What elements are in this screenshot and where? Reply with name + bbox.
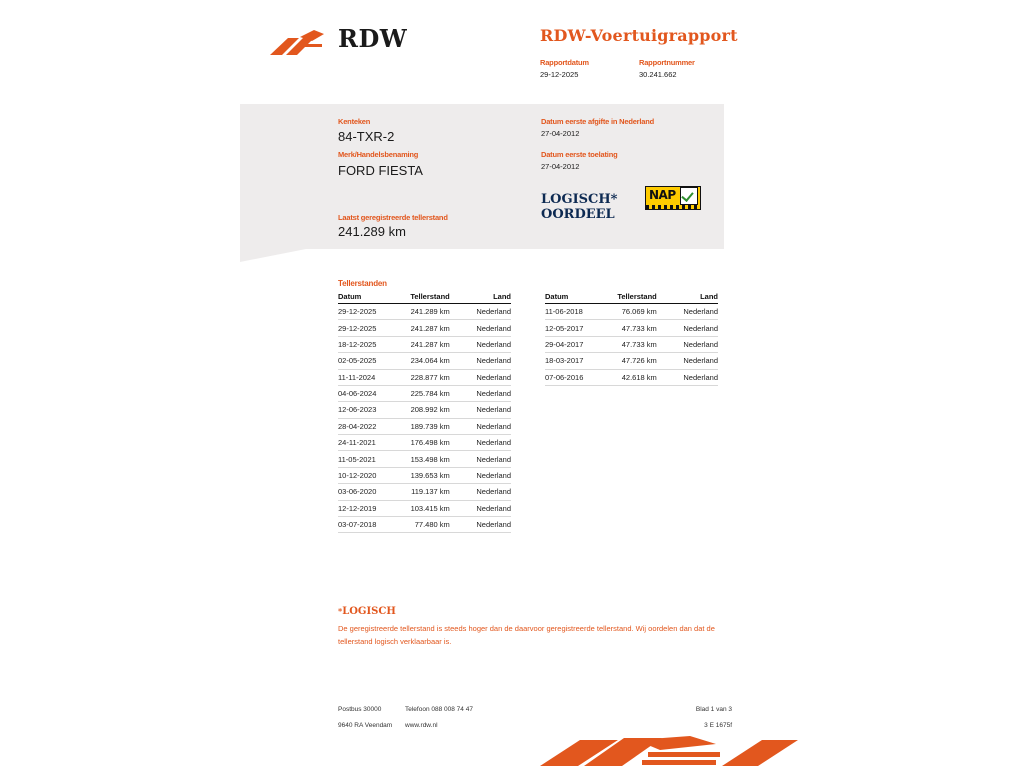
odometer-table-right (545, 292, 718, 386)
cell-land: Nederland (464, 336, 511, 352)
cell-tellerstand: 76.069 km (602, 304, 671, 320)
cell-tellerstand: 47.733 km (602, 320, 671, 336)
cell-tellerstand: 176.498 km (395, 435, 464, 451)
footnote-title (338, 606, 396, 617)
table-row (545, 336, 718, 352)
cell-land: Nederland (464, 369, 511, 385)
cell-tellerstand: 119.137 km (395, 484, 464, 500)
column-header-tellerstand: Tellerstand (395, 292, 464, 304)
table-row (338, 353, 511, 369)
merk-label: Merk/Handelsbenaming (338, 150, 419, 159)
eerste-toelating-label: Datum eerste toelating (541, 150, 618, 159)
table-row (338, 385, 511, 401)
cell-datum: 18-03-2017 (545, 353, 602, 369)
cell-datum: 12-06-2023 (338, 402, 395, 418)
column-header-land: Land (671, 292, 718, 304)
table-row (338, 467, 511, 483)
rdw-logo (268, 22, 468, 66)
table-row (338, 451, 511, 467)
report-meta (540, 58, 695, 79)
cell-land: Nederland (464, 353, 511, 369)
cell-datum: 29-12-2025 (338, 304, 395, 320)
cell-datum: 04-06-2024 (338, 385, 395, 401)
cell-tellerstand: 47.726 km (602, 353, 671, 369)
eerste-afgifte-label: Datum eerste afgifte in Nederland (541, 117, 655, 126)
table-row (338, 500, 511, 516)
table-row (338, 402, 511, 418)
cell-datum: 07-06-2016 (545, 369, 602, 385)
table-row (338, 418, 511, 434)
cell-datum: 29-12-2025 (338, 320, 395, 336)
table-header-row (545, 292, 718, 304)
odometer-section-title: Tellerstanden (338, 279, 387, 288)
cell-tellerstand: 241.289 km (395, 304, 464, 320)
footer-address-line-1: Postbus 30000 (338, 706, 382, 713)
cell-land: Nederland (464, 451, 511, 467)
cell-tellerstand: 241.287 km (395, 336, 464, 352)
cell-tellerstand: 228.877 km (395, 369, 464, 385)
eerste-afgifte-value: 27-04-2012 (541, 129, 580, 138)
verdict-line-1: LOGISCH* (541, 192, 618, 207)
cell-land: Nederland (464, 402, 511, 418)
cell-tellerstand: 42.618 km (602, 369, 671, 385)
footnote-title-text: LOGISCH (342, 606, 396, 617)
bottom-decorative-arrows (540, 736, 800, 768)
footer-contact (405, 702, 473, 734)
panel-corner-notch (240, 249, 306, 262)
column-header-datum: Datum (338, 292, 395, 304)
cell-land: Nederland (464, 304, 511, 320)
cell-datum: 12-05-2017 (545, 320, 602, 336)
footnote-body: De geregistreerde tellerstand is steeds hoger dan de daarvoor geregistreerde tellerstand. Wij oordelen dan dat de tellerstand logisch verklaarbaar is. (338, 624, 715, 646)
footer-page-info: Blad 1 van 3 (695, 706, 732, 713)
table-row (545, 304, 718, 320)
table-row (338, 320, 511, 336)
cell-datum: 24-11-2021 (338, 435, 395, 451)
cell-land: Nederland (671, 369, 718, 385)
cell-datum: 11-06-2018 (545, 304, 602, 320)
column-header-land: Land (464, 292, 511, 304)
cell-tellerstand: 189.739 km (395, 418, 464, 434)
footer-phone: Telefoon 088 008 74 47 (405, 706, 473, 713)
footer-address (338, 702, 392, 734)
cell-datum: 03-07-2018 (338, 516, 395, 532)
rdw-arrow-logo-icon (268, 28, 330, 60)
footnote-star: * (338, 606, 343, 616)
cell-land: Nederland (671, 353, 718, 369)
table-header-row (338, 292, 511, 304)
cell-datum: 11-05-2021 (338, 451, 395, 467)
cell-datum: 28-04-2022 (338, 418, 395, 434)
cell-land: Nederland (464, 484, 511, 500)
tellerstand-label: Laatst geregistreerde tellerstand (338, 213, 448, 222)
merk-value: FORD FIESTA (338, 163, 423, 178)
meta-rapportnummer-label: Rapportnummer (639, 58, 695, 67)
table-row (338, 435, 511, 451)
cell-datum: 12-12-2019 (338, 500, 395, 516)
page-title: RDW-Voertuigrapport (540, 26, 738, 45)
footer-website[interactable]: www.rdw.nl (405, 722, 438, 729)
cell-land: Nederland (464, 500, 511, 516)
cell-tellerstand: 208.992 km (395, 402, 464, 418)
table-row (338, 304, 511, 320)
cell-tellerstand: 77.480 km (395, 516, 464, 532)
cell-land: Nederland (464, 320, 511, 336)
cell-land: Nederland (464, 418, 511, 434)
cell-tellerstand: 47.733 km (602, 336, 671, 352)
cell-tellerstand: 234.064 km (395, 353, 464, 369)
footer-doc-code: 3 E 1675f (704, 722, 732, 729)
meta-rapportnummer (639, 58, 695, 79)
cell-datum: 18-12-2025 (338, 336, 395, 352)
cell-tellerstand: 139.653 km (395, 467, 464, 483)
cell-land: Nederland (464, 385, 511, 401)
cell-tellerstand: 103.415 km (395, 500, 464, 516)
table-row (338, 336, 511, 352)
tellerstand-value: 241.289 km (338, 224, 406, 239)
nap-badge-stripe (646, 205, 700, 209)
brand-name: RDW (338, 24, 408, 53)
table-row (545, 353, 718, 369)
meta-rapportdatum-value: 29-12-2025 (540, 70, 579, 79)
table-row (338, 516, 511, 532)
nap-check-icon (680, 187, 698, 205)
eerste-toelating-value: 27-04-2012 (541, 162, 580, 171)
column-header-datum: Datum (545, 292, 602, 304)
odometer-table-left (338, 292, 511, 533)
verdict-line-2: OORDEEL (541, 207, 615, 222)
cell-datum: 02-05-2025 (338, 353, 395, 369)
column-header-tellerstand: Tellerstand (602, 292, 671, 304)
cell-land: Nederland (671, 320, 718, 336)
kenteken-label: Kenteken (338, 117, 371, 126)
cell-tellerstand: 153.498 km (395, 451, 464, 467)
table-row (545, 369, 718, 385)
verdict-block (541, 192, 617, 222)
cell-land: Nederland (464, 467, 511, 483)
table-row (338, 484, 511, 500)
nap-badge (645, 186, 701, 210)
table-row (338, 369, 511, 385)
footer-address-line-2: 9640 RA Veendam (338, 722, 393, 729)
cell-land: Nederland (671, 304, 718, 320)
cell-land: Nederland (464, 516, 511, 532)
cell-land: Nederland (671, 336, 718, 352)
footer-page-info-block (600, 702, 732, 734)
meta-rapportdatum-label: Rapportdatum (540, 58, 589, 67)
nap-badge-label: NAP (649, 188, 676, 202)
kenteken-value: 84-TXR-2 (338, 129, 395, 144)
cell-tellerstand: 225.784 km (395, 385, 464, 401)
cell-land: Nederland (464, 435, 511, 451)
cell-datum: 11-11-2024 (338, 369, 395, 385)
cell-datum: 10-12-2020 (338, 467, 395, 483)
cell-tellerstand: 241.287 km (395, 320, 464, 336)
meta-rapportdatum (540, 58, 639, 79)
cell-datum: 03-06-2020 (338, 484, 395, 500)
table-row (545, 320, 718, 336)
cell-datum: 29-04-2017 (545, 336, 602, 352)
meta-rapportnummer-value: 30.241.662 (639, 70, 677, 79)
